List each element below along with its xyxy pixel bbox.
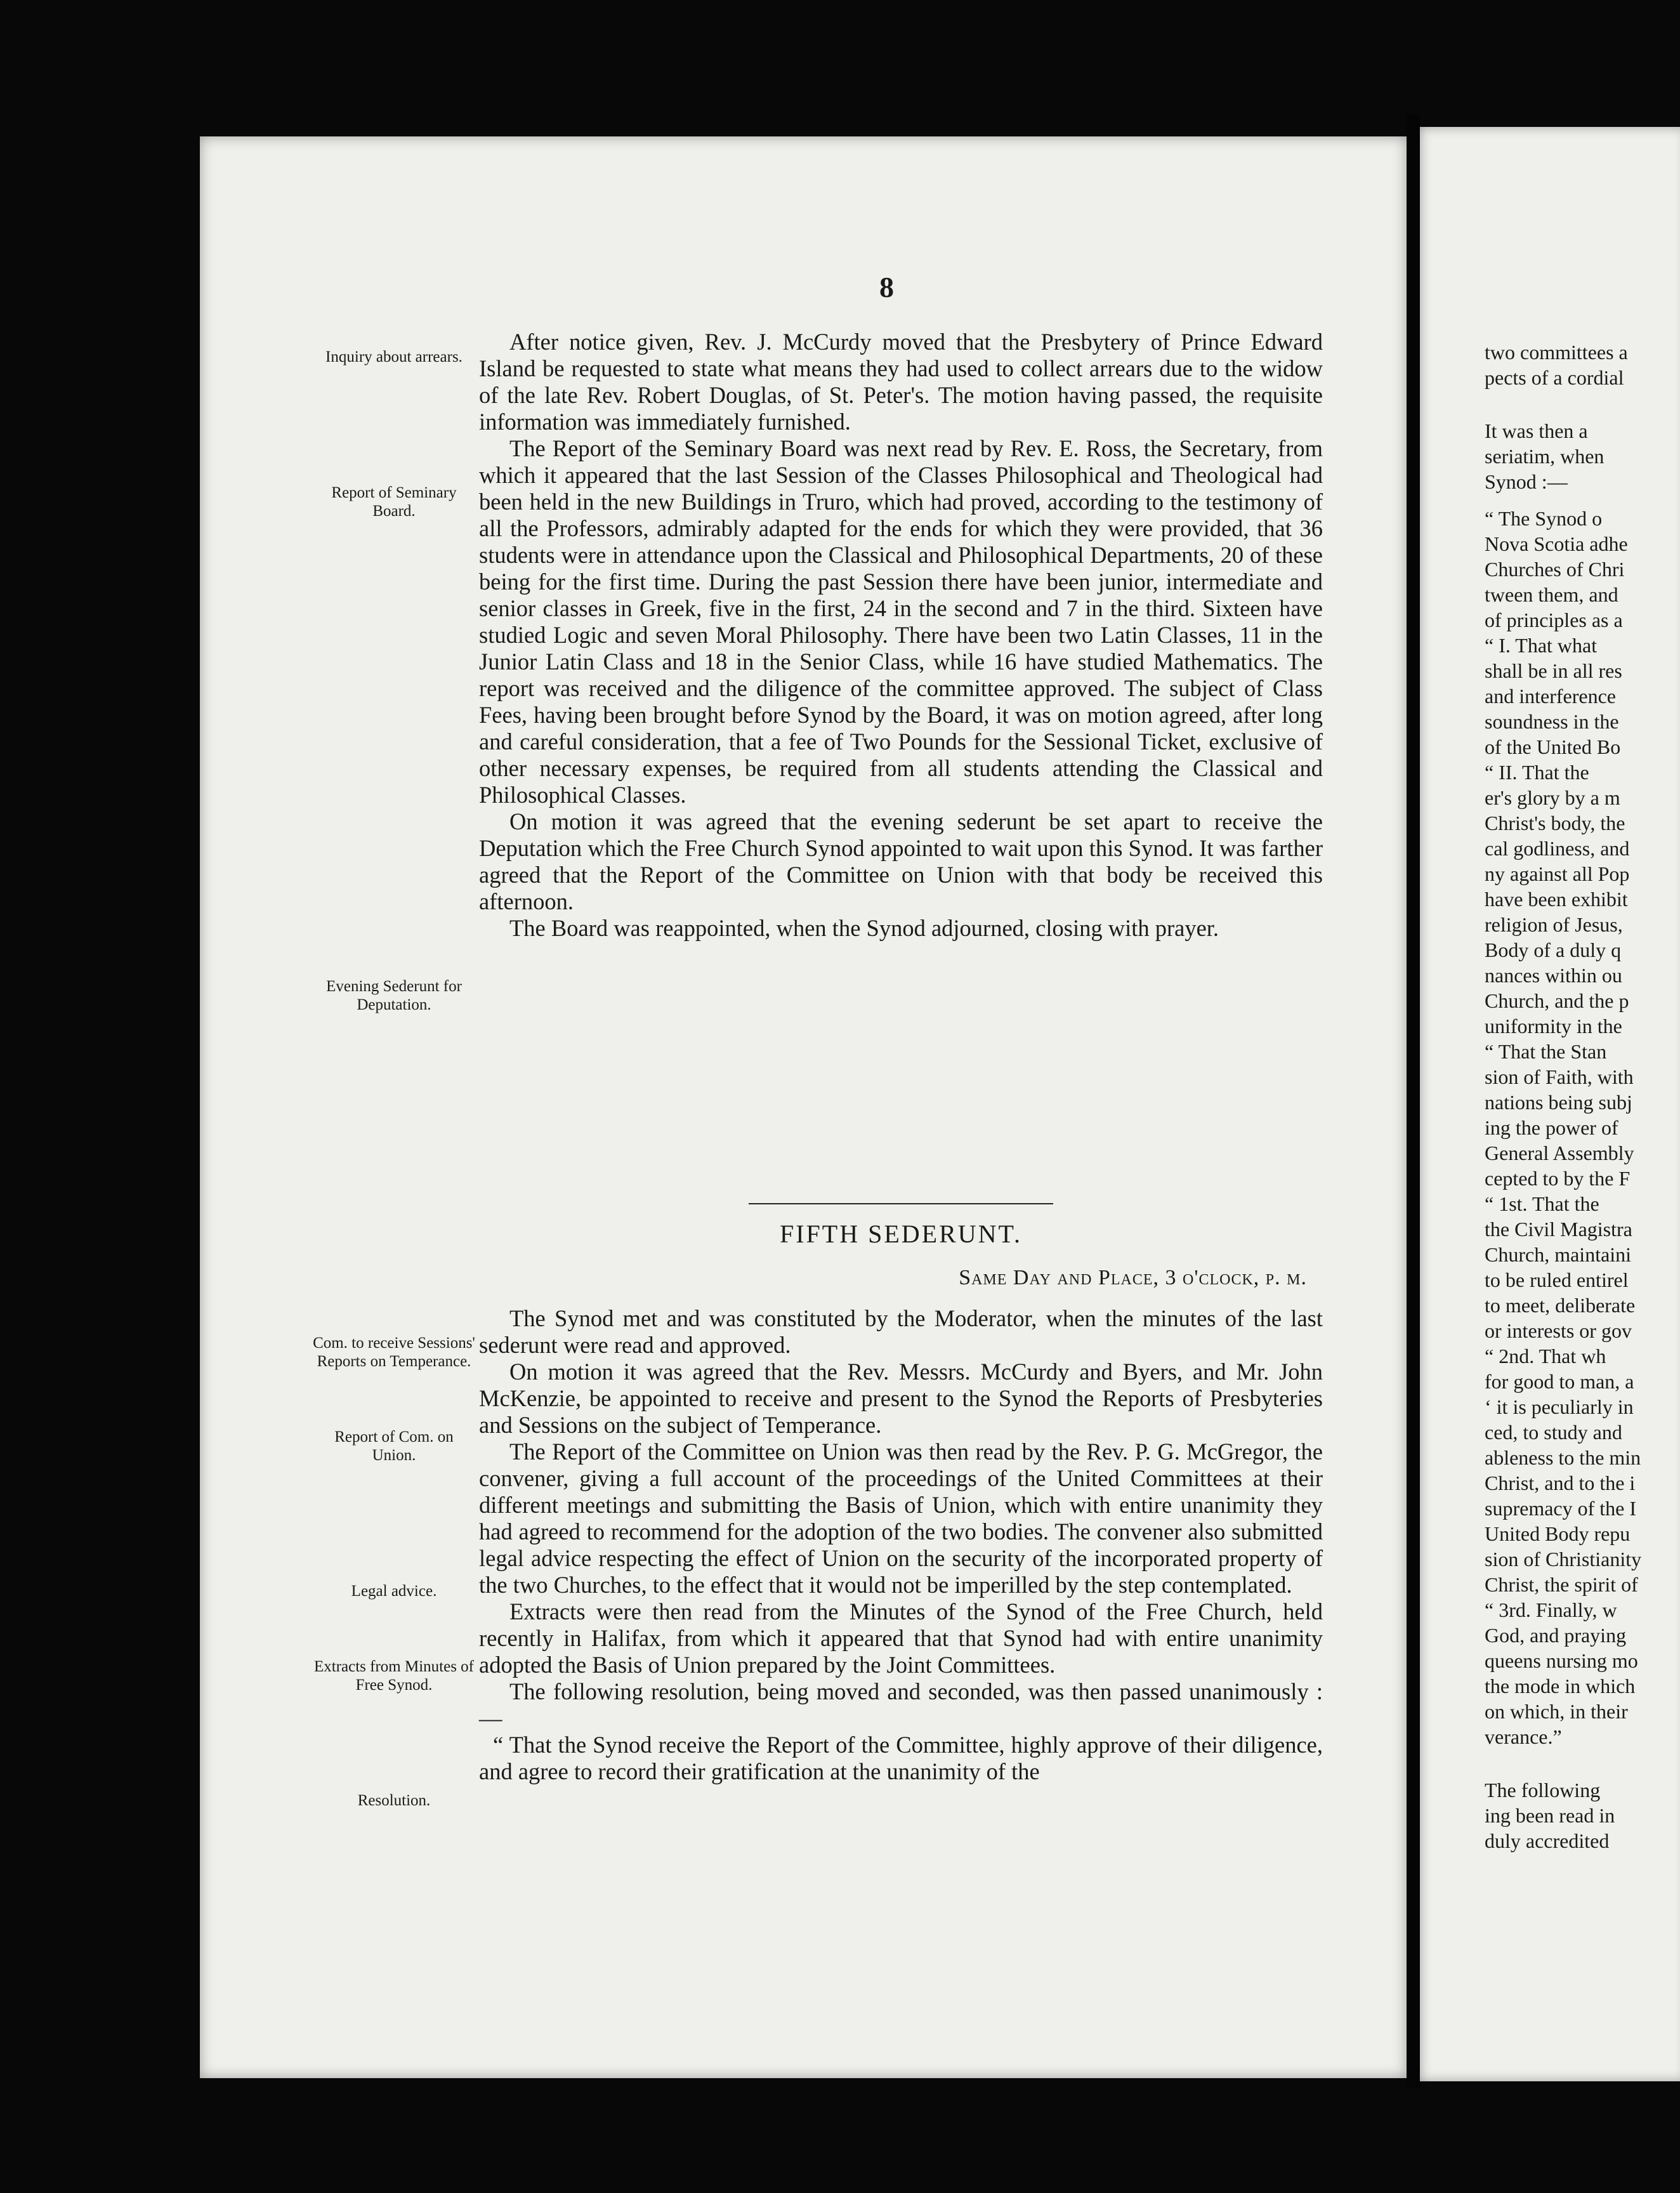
right-page-line: Christ, and to the i: [1485, 1472, 1636, 1494]
body-text-upper: [479, 329, 1323, 942]
margin-note-seminary: Report of Seminary Board.: [331, 484, 457, 520]
paragraph-seminary-report: The Report of the Seminary Board was next read by Rev. E. Ross, the Secretary, from which it appeared that the last Session of the Classes Philosophical and Theological had been held in the new Buildings in Truro, which had proved, according to the testimony of all the Professors, admirably adapted for the ends for which they were provided, that 36 students were in attendance upon the Classical and Philosophical Departments, 20 of these being for the first time. During the past Session there have been junior, intermediate and senior classes in Greek, five in the first, 24 in the second and 7 in the third. Sixteen have studied Logic and seven Moral Philosophy. There have been two Latin Classes, 11 in the Junior Latin Class and 18 in the Senior Class, while 16 have studied Mathematics. The report was received and the diligence of the committee approved. The subject of Class Fees, having been brought before Synod by the Board, it was on motion agreed, after long and careful consideration, that a fee of Two Pounds for the Sessional Ticket, exclusive of other necessary expenses, be required from all students attending the Classical and Philosophical Classes.: [479, 435, 1323, 808]
right-page-line: seriatim, when: [1485, 445, 1605, 468]
margin-note-extracts: Extracts from Minutes of Free Synod.: [313, 1658, 475, 1694]
right-page-line: Nova Scotia adhe: [1485, 532, 1628, 555]
paragraph-union-report: The Report of the Committee on Union was then read by the Rev. P. G. McGregor, the convener, giving a full account of the proceedings of the United Committees at their different meetings and submitting the Basis of Union, which with entire unanimity they had agreed to recommend for the adoption of the two bodies. The convener also submitted legal advice respecting the effect of Union on the security of the incorporated property of the two Churches, to the effect that it would not be imperilled by the step contemplated.: [479, 1439, 1323, 1598]
paragraph-evening-sederunt: On motion it was agreed that the evening sederunt be set apart to receive the Deputation which the Free Church Synod appointed to wait upon this Synod. It was farther agreed that the Report of the Committee on Union with that body be received this afternoon.: [479, 808, 1323, 914]
right-page-line: ced, to study and: [1485, 1421, 1622, 1444]
right-page-line: of principles as a: [1485, 609, 1623, 631]
dateline: Same Day and Place, 3 o'clock, p. m.: [959, 1266, 1307, 1289]
paragraph-inquiry: After notice given, Rev. J. McCurdy moved that the Presbytery of Prince Edward Island be requested to state what means they had used to collect arrears due to the widow of the late Rev. Robert Douglas, of St. Peter's. The motion having passed, the requisite information was immediately furnished.: [479, 329, 1323, 435]
right-page-line: on which, in their: [1485, 1700, 1628, 1723]
margin-note-union: Report of Com. on Union.: [334, 1428, 454, 1464]
right-page-line: have been exhibit: [1485, 888, 1628, 911]
right-page-line: “ That the Stan: [1485, 1040, 1607, 1063]
right-page-line: the mode in which: [1485, 1675, 1636, 1697]
right-page-line: queens nursing mo: [1485, 1649, 1638, 1672]
paragraph-board-reappointed: The Board was reappointed, when the Synod adjourned, closing with prayer.: [509, 915, 1219, 941]
right-page-line: ableness to the min: [1485, 1446, 1641, 1469]
margin-note-resolution: Resolution.: [357, 1792, 431, 1809]
right-page-line: the Civil Magistra: [1485, 1218, 1632, 1241]
right-page-line: tween them, and: [1485, 583, 1618, 606]
right-page-line: “ I. That what: [1485, 634, 1598, 657]
right-page-mid-lines: [1485, 418, 1680, 494]
right-page-line: sion of Faith, with: [1485, 1065, 1634, 1088]
right-page-line: God, and praying: [1485, 1624, 1627, 1647]
right-page-line: nations being subj: [1485, 1091, 1632, 1114]
right-page-line: to meet, deliberate: [1485, 1294, 1636, 1317]
right-page-line: Church, maintaini: [1485, 1243, 1632, 1266]
right-page-line: two committees a: [1485, 341, 1628, 364]
right-page-line: “ 3rd. Finally, w: [1485, 1598, 1617, 1621]
page-number: 8: [879, 271, 894, 303]
right-page-bottom-lines: [1485, 1777, 1680, 1854]
right-page-line: and interference: [1485, 685, 1616, 708]
right-page-line: nances within ou: [1485, 964, 1622, 987]
section-divider: [749, 1203, 1053, 1204]
right-page-quote-lines: [1485, 506, 1680, 1749]
right-page-line: uniformity in the: [1485, 1015, 1622, 1037]
right-page-line: “ The Synod o: [1485, 507, 1603, 530]
right-page-line: Christ, the spirit of: [1485, 1573, 1638, 1596]
body-text-lower: [479, 1305, 1323, 1785]
right-page-line: or interests or gov: [1485, 1319, 1632, 1342]
paragraph-synod-met: The Synod met and was constituted by the Moderator, when the minutes of the last sederunt were read and approved.: [479, 1305, 1323, 1358]
right-page-text: [1485, 339, 1680, 1865]
right-page-line: “ II. That the: [1485, 761, 1589, 784]
section-heading: FIFTH SEDERUNT.: [779, 1220, 1023, 1248]
right-page-line: sion of Christianity: [1485, 1548, 1642, 1571]
right-page-line: to be ruled entirel: [1485, 1268, 1629, 1291]
right-page-line: ing been read in: [1485, 1804, 1615, 1827]
page-gutter: [1407, 114, 1420, 2088]
right-page-line: Church, and the p: [1485, 989, 1629, 1012]
right-page-line: supremacy of the I: [1485, 1497, 1637, 1520]
right-page-top-lines: [1485, 339, 1680, 390]
right-page-line: of the United Bo: [1485, 735, 1621, 758]
right-page-line: United Body repu: [1485, 1522, 1631, 1545]
right-page-line: ing the power of: [1485, 1116, 1618, 1139]
right-page-line: ‘ it is peculiarly in: [1485, 1395, 1634, 1418]
right-page-line: “ 1st. That the: [1485, 1192, 1599, 1215]
right-page-line: The following: [1485, 1779, 1601, 1801]
right-page-line: religion of Jesus,: [1485, 913, 1623, 936]
right-page-line: Synod :—: [1485, 470, 1568, 493]
paragraph-extracts: Extracts were then read from the Minutes of the Synod of the Free Church, held recently in Halifax, from which it appeared that that Synod had with entire unanimity adopted the Basis of Union prepared by the Joint Committees.: [479, 1598, 1323, 1678]
right-page-line: ny against all Pop: [1485, 862, 1630, 885]
right-page-line: Body of a duly q: [1485, 938, 1622, 961]
right-page-line: Christ's body, the: [1485, 812, 1625, 834]
right-page-line: shall be in all res: [1485, 659, 1622, 682]
paragraph-resolution-intro: The following resolution, being moved and seconded, was then passed unanimously :—: [479, 1678, 1323, 1731]
right-page-line: verance.”: [1485, 1725, 1562, 1748]
margin-note-legal: Legal advice.: [351, 1583, 437, 1600]
margin-note-evening: Evening Sederunt for Deputation.: [326, 978, 462, 1013]
right-page-line: cal godliness, and: [1485, 837, 1630, 860]
right-page-line: It was then a: [1485, 419, 1588, 442]
right-page-line: Churches of Chri: [1485, 558, 1625, 581]
right-page-line: “ 2nd. That wh: [1485, 1345, 1606, 1367]
right-page-line: for good to man, a: [1485, 1370, 1634, 1393]
right-page-line: soundness in the: [1485, 710, 1619, 733]
right-page-line: pects of a cordial: [1485, 366, 1624, 389]
paragraph-resolution-quote: “ That the Synod receive the Report of the Committee, highly approve of their diligence, and agree to record their gratification at the unanimity of the: [479, 1732, 1323, 1784]
right-page-line: er's glory by a m: [1485, 786, 1620, 809]
paragraph-temperance: On motion it was agreed that the Rev. Messrs. McCurdy and Byers, and Mr. John McKenzie, be appointed to receive and present to the Synod the Reports of Presbyteries and Sessions on the subject of Temperance.: [479, 1359, 1323, 1438]
margin-note-temperance: Com. to receive Sessions' Reports on Temperance.: [313, 1334, 475, 1370]
margin-note-inquiry: Inquiry about arrears.: [325, 348, 463, 366]
right-page-line: General Assembly: [1485, 1142, 1634, 1164]
right-page-line: duly accredited: [1485, 1829, 1610, 1852]
right-page-line: cepted to by the F: [1485, 1167, 1631, 1190]
